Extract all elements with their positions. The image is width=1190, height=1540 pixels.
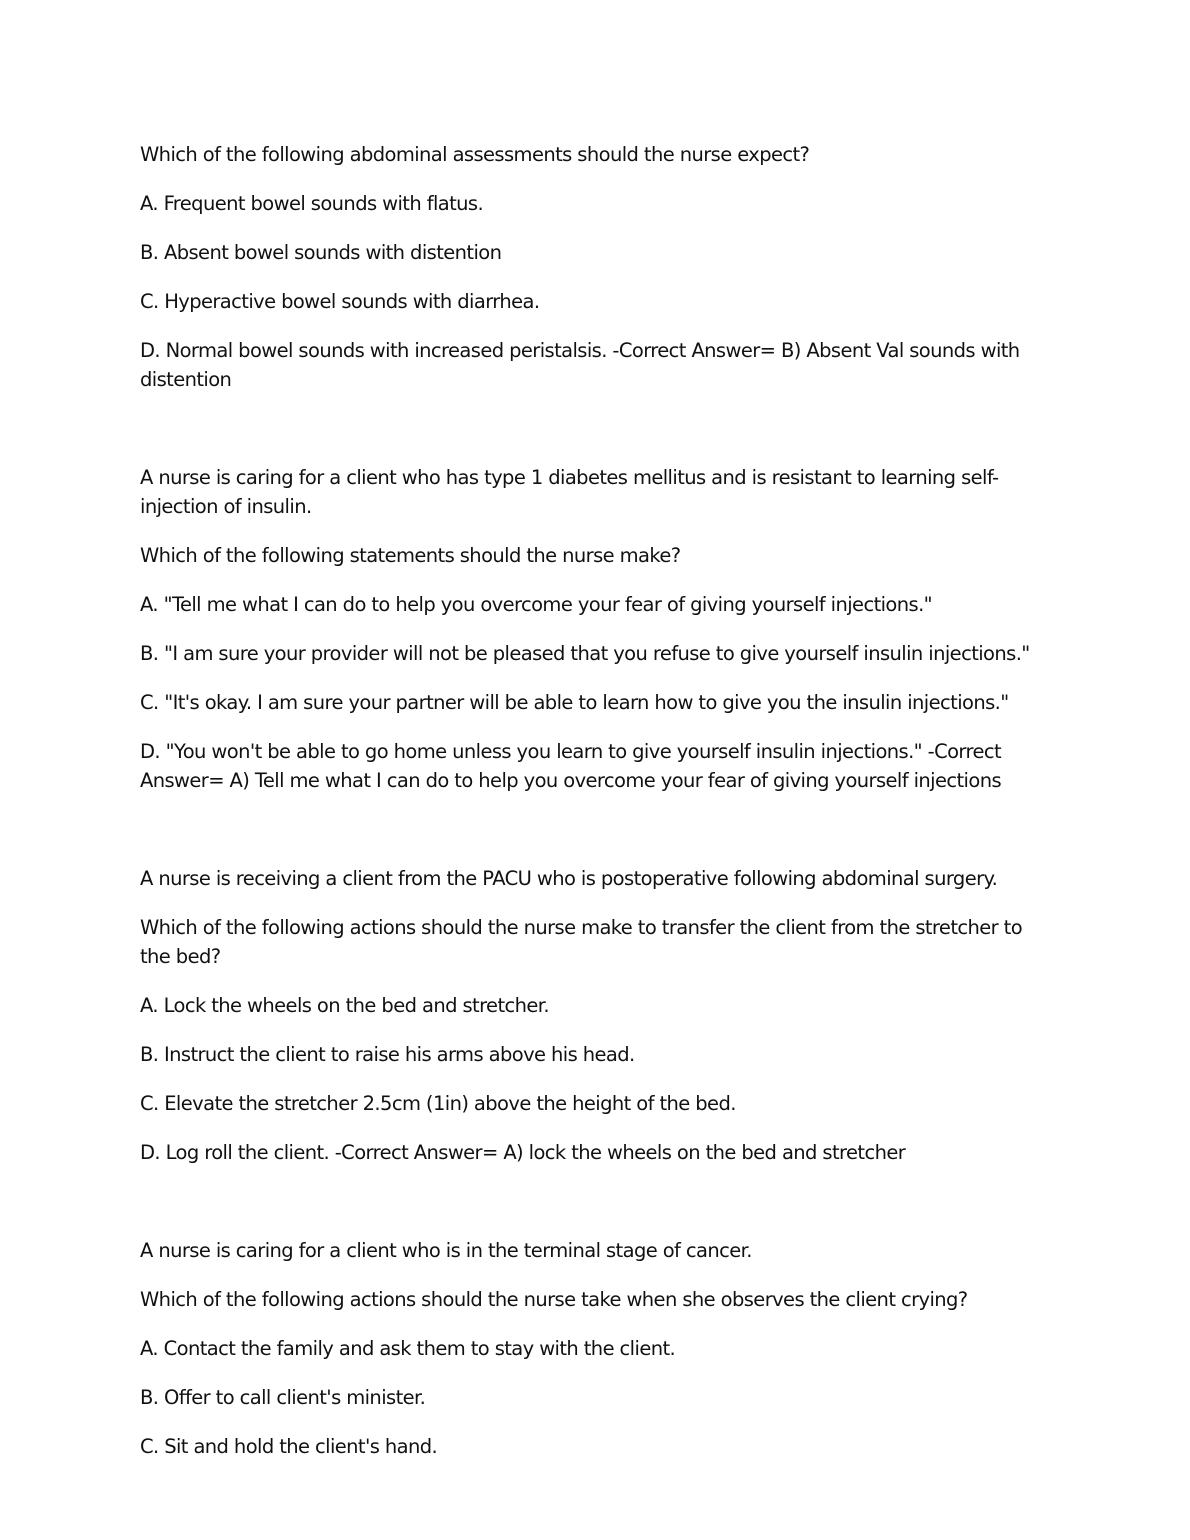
question-context: A nurse is caring for a client who is in the terminal stage of cancer.	[140, 1239, 752, 1262]
answer-option-c: C. Hyperactive bowel sounds with diarrhea.	[140, 290, 540, 313]
question-block-1	[140, 140, 1040, 394]
answer-option-b: B. "I am sure your provider will not be pleased that you refuse to give yourself insulin injections."	[140, 642, 1030, 665]
question-block-3	[140, 864, 1040, 1167]
document-content	[140, 140, 1040, 1481]
answer-option-c: C. Sit and hold the client's hand.	[140, 1435, 438, 1458]
answer-option-a: A. Frequent bowel sounds with flatus.	[140, 192, 484, 215]
answer-option-a: A. Lock the wheels on the bed and stretcher.	[140, 994, 549, 1017]
question-context: A nurse is receiving a client from the PACU who is postoperative following abdominal surgery.	[140, 867, 998, 890]
answer-option-c: C. Elevate the stretcher 2.5cm (1in) above the height of the bed.	[140, 1092, 736, 1115]
answer-option-b: B. Instruct the client to raise his arms above his head.	[140, 1043, 635, 1066]
answer-option-b: B. Offer to call client's minister.	[140, 1386, 426, 1409]
answer-option-c: C. "It's okay. I am sure your partner will be able to learn how to give you the insulin injections."	[140, 691, 1009, 714]
answer-option-a: A. "Tell me what I can do to help you overcome your fear of giving yourself injections."	[140, 593, 933, 616]
question-stem: Which of the following abdominal assessments should the nurse expect?	[140, 143, 810, 166]
question-stem: Which of the following actions should the nurse make to transfer the client from the stretcher to the bed?	[140, 916, 1023, 968]
answer-option-a: A. Contact the family and ask them to stay with the client.	[140, 1337, 676, 1360]
answer-option-d-with-correct-answer: D. Log roll the client. -Correct Answer= A) lock the wheels on the bed and stretcher	[140, 1141, 906, 1164]
question-spacer	[140, 815, 1040, 864]
question-stem: Which of the following actions should the nurse take when she observes the client crying?	[140, 1288, 968, 1311]
question-spacer	[140, 414, 1040, 463]
answer-option-d-with-correct-answer: D. Normal bowel sounds with increased peristalsis. -Correct Answer= B) Absent Val sounds with distention	[140, 339, 1020, 391]
question-block-2	[140, 463, 1040, 795]
question-stem: Which of the following statements should the nurse make?	[140, 544, 681, 567]
question-spacer	[140, 1187, 1040, 1236]
answer-option-d-with-correct-answer: D. "You won't be able to go home unless you learn to give yourself insulin injections." -Correct Answer= A) Tell me what I can do to help you overcome your fear of giving yourself injections	[140, 740, 1002, 792]
question-block-4	[140, 1236, 1040, 1461]
answer-option-b: B. Absent bowel sounds with distention	[140, 241, 502, 264]
question-context: A nurse is caring for a client who has type 1 diabetes mellitus and is resistant to learning self-injection of insulin.	[140, 466, 999, 518]
